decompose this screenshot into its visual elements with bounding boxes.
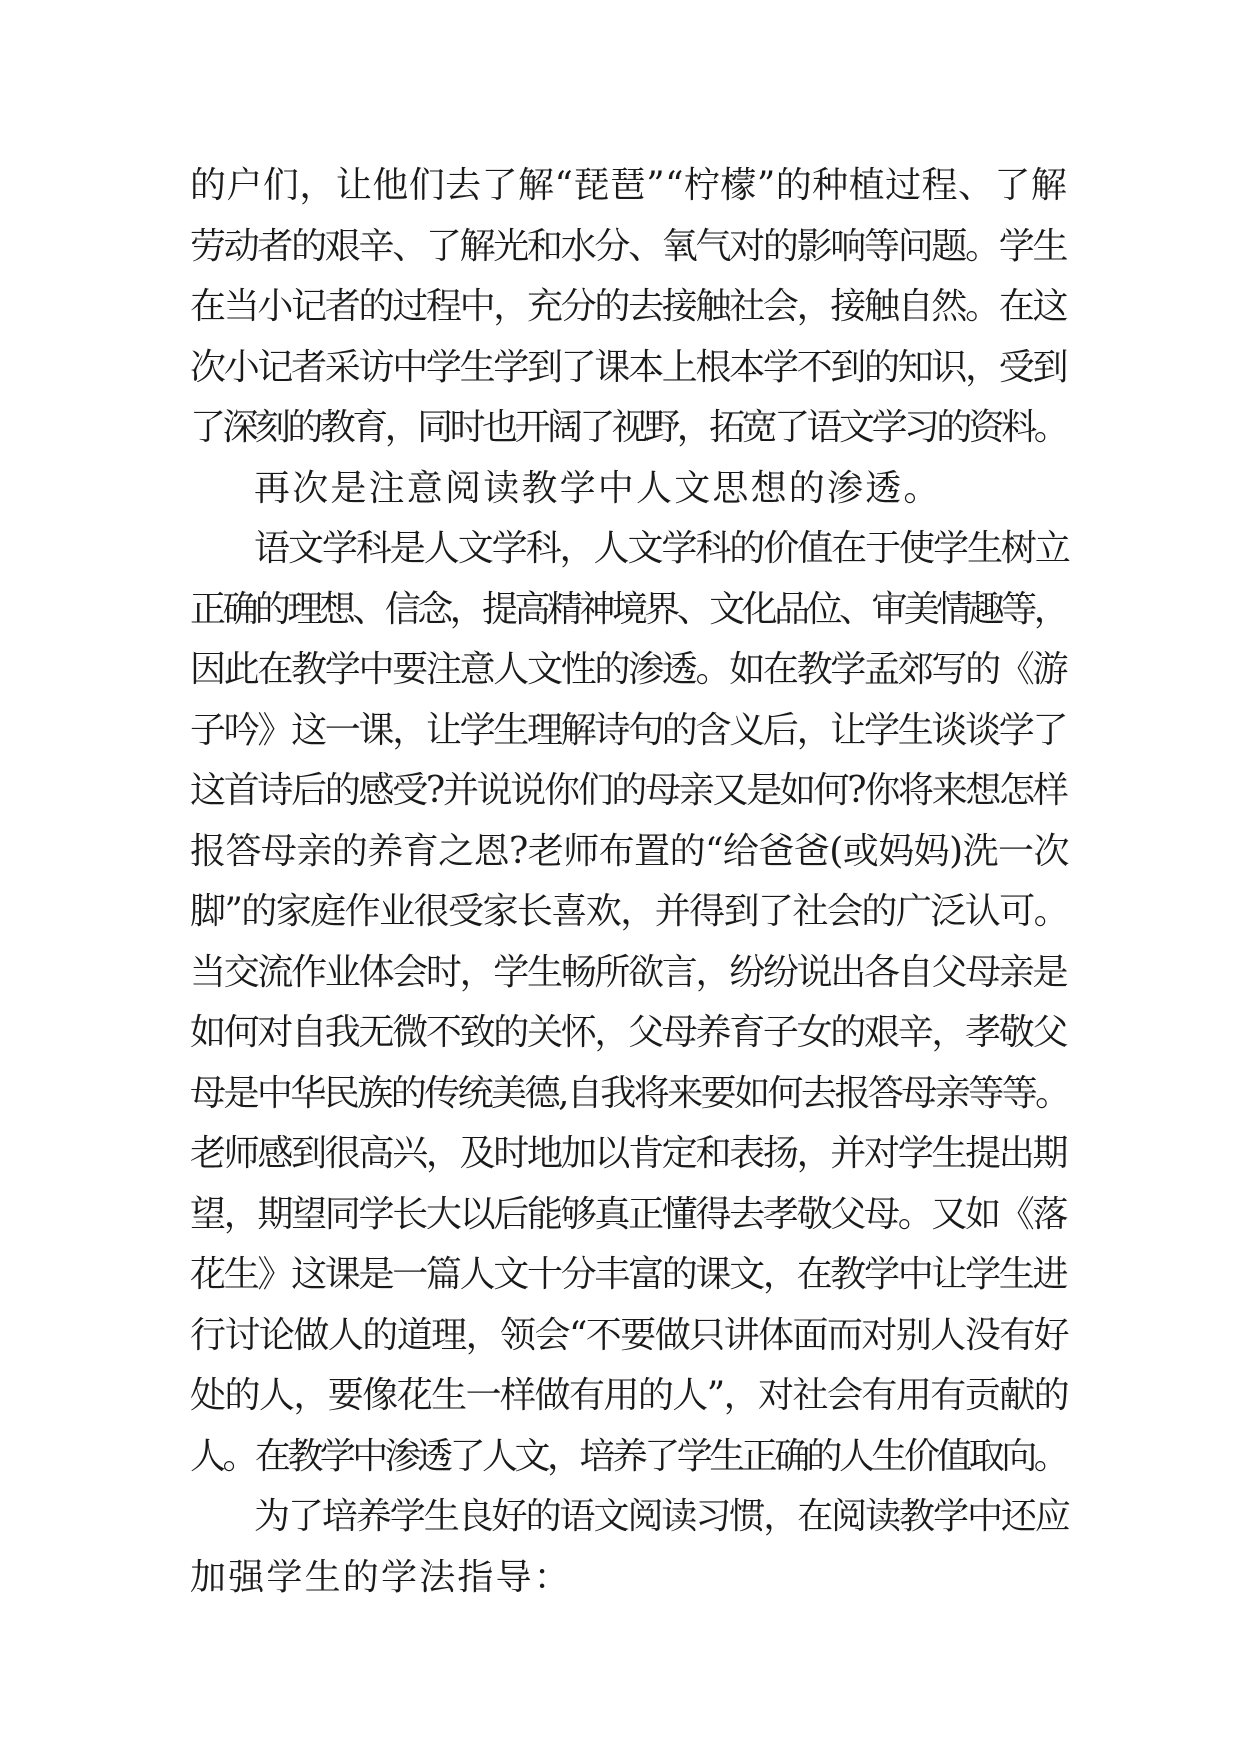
text-line: 语文学科是人文学科，人文学科的价值在于使学生树立	[254, 528, 1069, 569]
text-line: 在当小记者的过程中，充分的去接触社会，接触自然。在这	[190, 286, 1067, 327]
document-body	[190, 156, 1070, 1608]
text-line: 处的人，要像花生一样做有用的人”，对社会有用有贡献的	[190, 1375, 1069, 1416]
paragraph-1	[190, 156, 1070, 459]
text-line: 为了培养学生良好的语文阅读习惯，在阅读教学中还应	[254, 1496, 1069, 1537]
text-line: 因此在教学中要注意人文性的渗透。如在教学孟郊写的《游	[190, 649, 1067, 690]
text-line: 报答母亲的养育之恩?老师布置的“给爸爸(或妈妈)洗一次	[190, 830, 1069, 872]
paragraph-3	[190, 519, 1070, 1487]
text-line: 劳动者的艰辛、了解光和水分、氧气对的影响等问题。学生	[190, 225, 1067, 267]
paragraph-2	[190, 459, 1070, 520]
text-line: 脚”的家庭作业很受家长喜欢，并得到了社会的广泛认可。	[190, 891, 1069, 932]
paragraph-4	[190, 1487, 1070, 1608]
text-line: 当交流作业体会时，学生畅所欲言，纷纷说出各自父母亲是	[190, 951, 1067, 993]
text-line: 加强学生的学法指导：	[190, 1556, 573, 1598]
text-line: 再次是注意阅读教学中人文思想的渗透。	[254, 467, 942, 509]
text-line: 花生》这课是一篇人文十分丰富的课文，在教学中让学生进	[190, 1254, 1067, 1295]
text-line: 如何对自我无微不致的关怀，父母养育子女的艰辛，孝敬父	[190, 1012, 1067, 1053]
text-line: 的户们，让他们去了解“琵琶”“柠檬”的种植过程、了解	[190, 165, 1068, 206]
text-line: 老师感到很高兴，及时地加以肯定和表扬，并对学生提出期	[190, 1133, 1067, 1174]
text-line: 次小记者采访中学生学到了课本上根本学不到的知识，受到	[190, 346, 1067, 388]
text-line: 正确的理想、信念，提高精神境界、文化品位、审美情趣等，	[190, 588, 1067, 630]
text-line: 行讨论做人的道理，领会“不要做只讲体面而对别人没有好	[190, 1314, 1069, 1356]
text-line: 望，期望同学长大以后能够真正懂得去孝敬父母。又如《落	[190, 1193, 1067, 1235]
text-line: 子吟》这一课，让学生理解诗句的含义后，让学生谈谈学了	[190, 709, 1067, 751]
text-line: 了深刻的教育，同时也开阔了视野，拓宽了语文学习的资料。	[190, 407, 1067, 448]
text-line: 人。在教学中渗透了人文，培养了学生正确的人生价值取向。	[190, 1435, 1067, 1477]
text-line: 母是中华民族的传统美德,自我将来要如何去报答母亲等等。	[190, 1072, 1069, 1114]
text-line: 这首诗后的感受?并说说你们的母亲又是如何?你将来想怎样	[190, 770, 1067, 811]
